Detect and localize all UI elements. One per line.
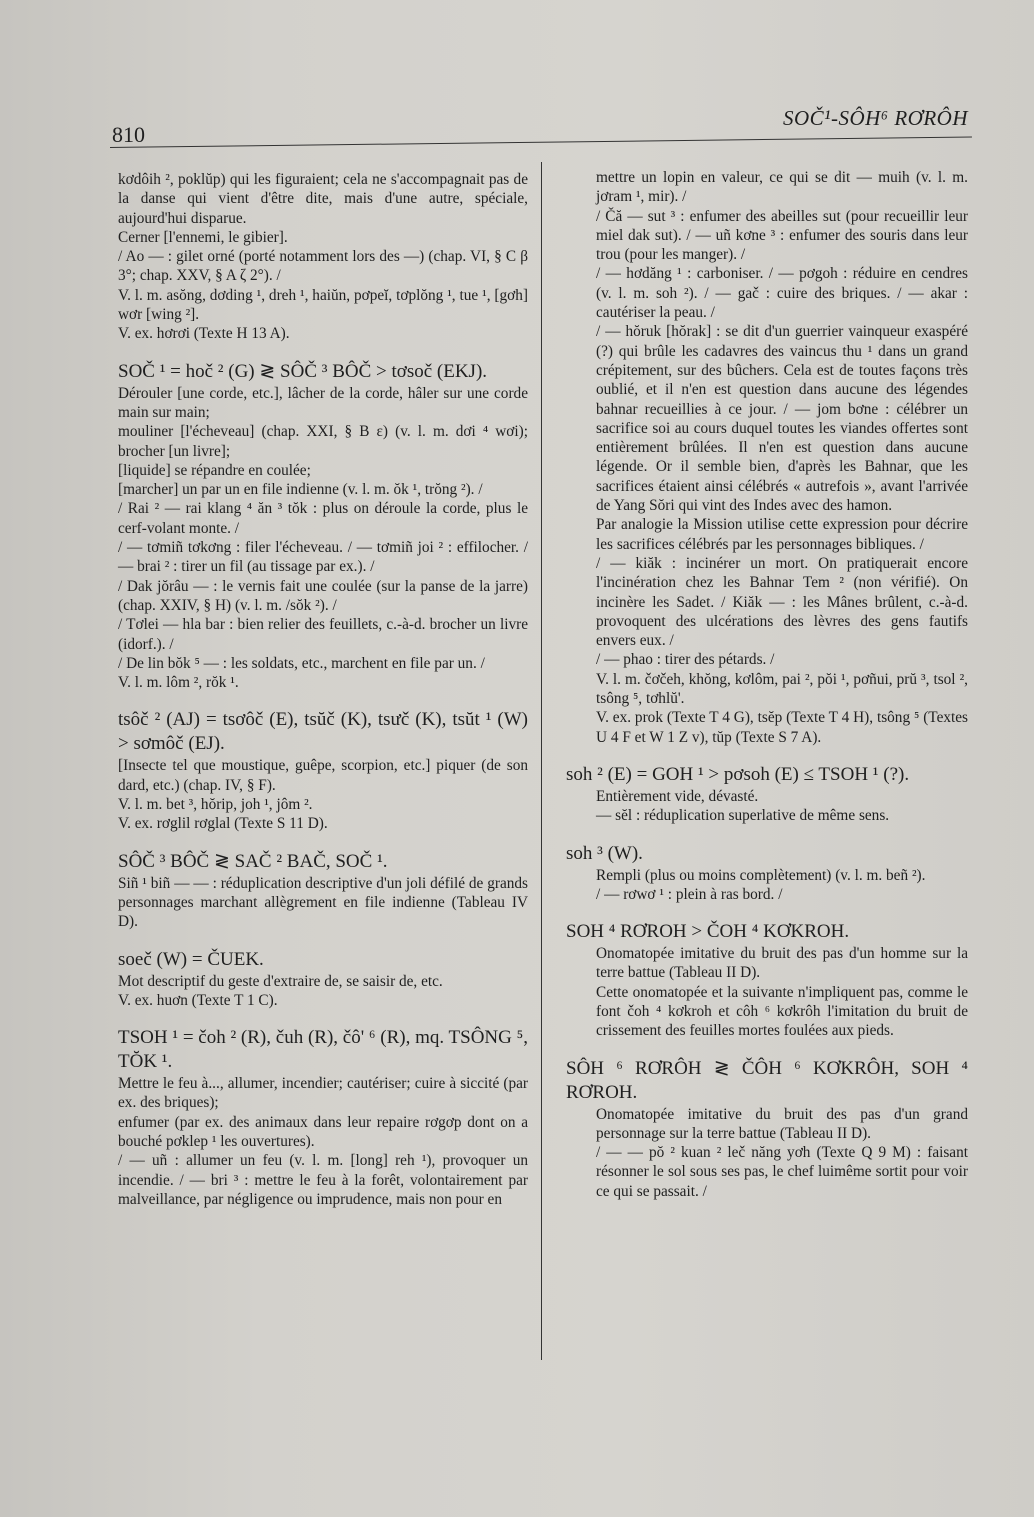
paragraph: / Tơlei — hla bar : bien relier des feuillets, c.-à-d. brocher un livre (idorf.). / xyxy=(118,616,528,653)
paragraph: Dérouler [une corde, etc.], lâcher de la corde, hâler sur une corde main sur main; xyxy=(118,384,528,421)
paragraph: V. ex. rơglil rơglal (Texte S 11 D). xyxy=(118,815,328,833)
paragraph: / Rai ² — rai klang ⁴ ăn ³ tŏk : plus on déroule la corde, plus le cerf-volant monte. / xyxy=(118,500,528,537)
paragraph: [liquide] se répandre en coulée; xyxy=(118,461,311,479)
entry-headword: soh ³ (W). xyxy=(566,842,643,864)
paragraph: enfumer (par ex. des animaux dans leur repaire rơgơp dont on a bouché pơklep ¹ les ouvertures). xyxy=(118,1113,528,1150)
paragraph: kơdôih ², poklŭp) qui les figuraient; cela ne s'accompagnait pas de la danse qui vient d'être dite, mais d'une autre, spéciale, aujourd'hui disparue. xyxy=(118,171,528,227)
paragraph: / — kiăk : incinérer un mort. On pratiquerait encore l'incinération chez les Bahnar Tem ² (non vérifié). On incinère les Sadet. / Kiăk — : les Mânes brûlent, c.-à-d. provoquent des ulcérations des lèvres des gens fautifs envers eux. / xyxy=(596,554,968,650)
paragraph: / De lin bŏk ⁵ — : les soldats, etc., marchent en file par un. / xyxy=(118,654,485,672)
paragraph: V. l. m. čơčeh, khŏng, kơlôm, pai ², pŏi ¹, pơñui, prŭ ³, tsol ², tsông ⁵, tơhlŭ'. xyxy=(596,670,968,708)
running-head: SOČ¹-SÔH⁶ RƠRÔH xyxy=(783,106,968,130)
entry-tsoh1 xyxy=(118,1026,528,1209)
paragraph: Entièrement vide, dévasté. xyxy=(596,787,759,805)
entry-soec xyxy=(118,948,528,1011)
header-rule xyxy=(110,136,972,148)
paragraph: / — hŏruk [hŏrak] : se dit d'un guerrier vainqueur exaspéré (?) qui brûle les cadavres des vaincus thu ¹ dans un grand crépitement, sur des bûchers. Cela est de toutes façons très oublié, et il n'en est question dans aucune des légendes bahnar recueillies à ce jour. / — jom bơne : célébrer un sacrifice soi au cours duquel toutes les viandes offertes sont entièrement brûlées. Il n'en est question dans aucune légende. Or il semble bien, d'après les Bahnar, que les sacrifices étaient ainsi célébrés « autrefois », avant l'arrivée de Yang Sŏri qui vint des Indes avec des hamon. xyxy=(596,323,968,515)
paragraph: Cerner [l'ennemi, le gibier]. xyxy=(118,228,288,246)
entry-headword: soeč (W) = ČUEK. xyxy=(118,948,264,970)
entry-headword: SÔH ⁶ RƠRÔH ≷ ČÔH ⁶ KƠKRÔH, SOH ⁴ RƠROH. xyxy=(566,1057,968,1103)
paragraph: / Dak jŏrâu — : le vernis fait une coulée (sur la panse de la jarre) (chap. XXIV, § H) (v. l. m. /sŏk ²). / xyxy=(118,577,528,614)
paragraph: V. ex. huơn (Texte T 1 C). xyxy=(118,991,278,1009)
paragraph: Rempli (plus ou moins complètement) (v. l. m. beñ ²). xyxy=(596,866,926,884)
paragraph: [marcher] un par un en file indienne (v. l. m. ŏk ¹, trŏng ²). / xyxy=(118,481,483,499)
column-divider xyxy=(541,162,542,1360)
paragraph: V. l. m. asŏng, dơding ¹, dreh ¹, haiŭn, pơpeĭ, tơplŏng ¹, tue ¹, [gơh] wơr [wing ²]. xyxy=(118,286,528,324)
paragraph: [Insecte tel que moustique, guêpe, scorpion, etc.] piquer (de son dard, etc.) (chap. IV, § F). xyxy=(118,757,528,794)
paragraph: / — uñ : allumer un feu (v. l. m. [long] reh ¹), provoquer un incendie. / — bri ³ : mettre le feu à la forêt, volontairement par malveillance, par négligence ou imprudence, mais non pour en xyxy=(118,1152,528,1208)
entry-headword: TSOH ¹ = čoh ² (R), čuh (R), čô' ⁶ (R), mq. TSÔNG ⁵, TŎK ¹. xyxy=(118,1027,528,1073)
entry-soh3 xyxy=(566,842,968,905)
paragraph: / — — pŏ ² kuan ² leč năng yơh (Texte Q 9 M) : faisant résonner le sol sous ses pas, le chef luimême sortit pour voir ce qui se passait. / xyxy=(596,1144,968,1200)
entry-headword: soh ² (E) = GOH ¹ > pơsoh (E) ≤ TSOH ¹ (?). xyxy=(566,763,910,785)
paragraph: Onomatopée imitative du bruit des pas d'un homme sur la terre battue (Tableau II D). xyxy=(596,945,968,982)
paragraph: Cette onomatopée et la suivante n'impliquent pas, comme le font čoh ⁴ kơkroh et côh ⁶ kơkrôh l'imitation du bruit de crissement des feuilles mortes foulées aux pieds. xyxy=(596,983,968,1040)
paragraph: / Ao — : gilet orné (porté notamment lors des —) (chap. VI, § C β 3°; chap. XXV, § A ζ 2°). / xyxy=(118,248,528,285)
paragraph: / — hơdăng ¹ : carboniser. / — pơgoh : réduire en cendres (v. l. m. soh ²). / — gač : cuire des briques. / — akar : cautériser la peau. / xyxy=(596,265,968,322)
entry-soh2 xyxy=(566,763,968,826)
paragraph: — sĕl : réduplication superlative de même sens. xyxy=(596,807,890,825)
entry-headword: SÔČ ³ BÔČ ≷ SAČ ² BAČ, SOČ ¹. xyxy=(118,850,388,872)
entry-headword: tsôč ² (AJ) = tsơôč (E), tsŭč (K), tsưč (K), tsŭt ¹ (W) > sơmôč (EJ). xyxy=(118,709,528,755)
paragraph: mouliner [l'écheveau] (chap. XXI, § B ε) (v. l. m. dơi ⁴ wơi); brocher [un livre]; xyxy=(118,423,528,460)
paragraph: Siñ ¹ biñ — — : réduplication descriptive d'un joli défilé de grands personnages marchant allègrement en file indienne (Tableau IV D). xyxy=(118,874,528,931)
paragraph: / Čă — sut ³ : enfumer des abeilles sut (pour recueillir leur miel dak sut). / — uñ kơne ³ : enfumer des souris dans leur trou (pour les manger). / xyxy=(596,207,968,264)
page-number: 810 xyxy=(112,122,145,147)
entry-headword: SOH ⁴ RƠROH > ČOH ⁴ KƠKROH. xyxy=(566,921,850,943)
entry-headword: SOČ ¹ = hoč ² (G) ≷ SÔČ ³ BÔČ > tơsoč (EKJ). xyxy=(118,360,488,382)
paragraph: Mettre le feu à..., allumer, incendier; cautériser; cuire à siccité (par ex. des briques); xyxy=(118,1075,528,1112)
paragraph: mettre un lopin en valeur, ce qui se dit — muih (v. l. m. jơram ¹, mir). / xyxy=(596,169,968,206)
paragraph: Mot descriptif du geste d'extraire de, se saisir de, etc. xyxy=(118,972,443,990)
entry-soh6-roroh xyxy=(566,1057,968,1201)
paragraph: V. ex. hơrơi (Texte H 13 A). xyxy=(118,325,290,343)
paragraph: Onomatopée imitative du bruit des pas d'un grand personnage sur la terre battue (Tableau II D). xyxy=(596,1105,968,1142)
entry-tsoc2 xyxy=(118,708,528,833)
paragraph: / — tơmiñ tơkơng : filer l'écheveau. / — tơmiñ joi ² : effilocher. / — brai ² : tirer un fil (au tissage par ex.). / xyxy=(118,539,528,576)
entry-soc1 xyxy=(118,360,528,693)
paragraph: Par analogie la Mission utilise cette expression pour décrire les sacrifices célébrés par les personnages bibliques. / xyxy=(596,516,968,553)
paragraph: / — rơwơ ¹ : plein à ras bord. / xyxy=(596,885,783,903)
entry-soh4-roroh xyxy=(566,920,968,1040)
paragraph: / — phao : tirer des pétards. / xyxy=(596,651,775,669)
paragraph: V. ex. prok (Texte T 4 G), tsĕp (Texte T 4 H), tsông ⁵ (Textes U 4 F et W 1 Z v), tŭp (Texte S 7 A). xyxy=(596,709,968,746)
right-column xyxy=(566,168,968,1201)
left-column xyxy=(118,170,528,1209)
entry-soc3-boc xyxy=(118,850,528,932)
paragraph: V. l. m. lôm ², rŏk ¹. xyxy=(118,674,239,692)
paragraph: V. l. m. bet ³, hŏrip, joh ¹, jôm ². xyxy=(118,796,313,814)
